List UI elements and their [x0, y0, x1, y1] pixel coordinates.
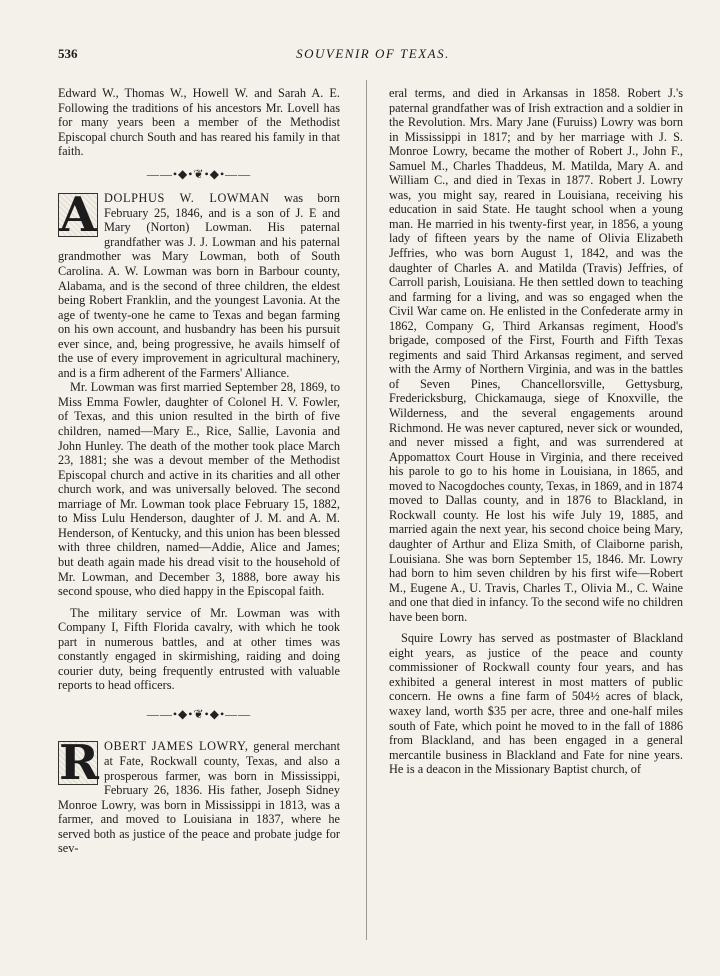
right-column [389, 86, 683, 777]
lowry-paragraph-1 [58, 735, 340, 856]
lowman-paragraph-3: The military service of Mr. Lowman was with Company I, Fifth Florida cavalry, with which he took part in numerous battles, and at other times was constantly engaged in skirmishing, raiding and doing courier duty, being frequently entrusted with valuable reports to head officers. [58, 605, 340, 693]
page-number: 536 [58, 46, 78, 61]
running-title: SOUVENIR OF TEXAS. [296, 46, 450, 61]
dropcap-a: A [59, 187, 97, 244]
section-ornament: ——•◆•❦•◆•—— [146, 706, 252, 721]
page-header [58, 46, 688, 66]
lowry-paragraph-1-text: general merchant at Fate, Rockwall county, Texas, and also a prosperous farmer, was born in Mississippi, February 26, 1836. His father, Joseph Sidney Monroe Lowry, was born in Mississippi in 1813, was a farmer, and moved to Louisiana in 1837, where he served both as justice of the peace and probate judge for sev- [58, 739, 340, 856]
lowry-name: OBERT JAMES LOWRY, [104, 739, 249, 754]
lovell-continuation-paragraph: Edward W., Thomas W., Howell W. and Sarah A. E. Following the traditions of his ancestors Mr. Lovell has for many years been a member of the Methodist Episcopal church South and has reared his family in that faith. [58, 86, 340, 159]
lowry-entry [58, 735, 340, 856]
lowman-paragraph-1 [58, 187, 340, 380]
lowman-paragraph-2: Mr. Lowman was first married September 28, 1869, to Miss Emma Fowler, daughter of Colonel H. V. Fowler, of Texas, and this union resulted in the birth of five children, named—Mary E., Rice, Sallie, Lavonia and John Hunley. The death of the mother took place March 23, 1881; she was a devout member of the Methodist Episcopal church and active in its charities and all other church work, and was universally beloved. The second marriage of Mr. Lowman took place February 15, 1882, to Miss Lulu Henderson, daughter of J. M. and A. M. Henderson, of Kentucky, and this union has been blessed with three children, named—Addie, Alice and James; but death again made his dread visit to the household of Mr. Lowman, and December 3, 1888, bore away his second spouse, who died happy in the Episcopal faith. [58, 380, 340, 599]
lowman-paragraph-1-text: was born February 25, 1846, and is a son of J. E and Mary (Norton) Lowman. His paternal grandfather was J. J. Lowman and his paternal grandmother was Mary Lowman, both of South Carolina. A. W. Lowman was born in Barbour county, Alabama, and is the second of three children, the eldest being Robert Franklin, and the youngest Lavonia. At the age of twenty-one he came to Texas and began farming on his own account, and husbandry has been his pursuit ever since, and, being progressive, he avails himself of the use of every improvement in agricultural machinery, and is a firm adherent of the Farmers' Alliance. [58, 191, 340, 380]
section-ornament: ——•◆•❦•◆•—— [146, 166, 252, 181]
lowman-name: DOLPHUS W. LOWMAN [104, 191, 270, 206]
dropcap-r: R [59, 735, 99, 792]
lowman-entry [58, 187, 340, 693]
left-column [58, 86, 340, 856]
lowry-public-service-paragraph: Squire Lowry has served as postmaster of Blackland eight years, as justice of the peace and county commissioner of Rockwall county four years, and has exhibited a general interest in most matters of public concern. He owns a fine farm of 504½ acres of black, waxey land, worth $35 per acre, three and one-half miles south of Fate, which point he moved to in the fall of 1886 from Blackland, and has been engaged in a general mercantile business in Blackland and Fate for nine years. He is a deacon in the Missionary Baptist church, of [389, 631, 683, 777]
column-divider [366, 80, 367, 940]
lowry-continuation-paragraph: eral terms, and died in Arkansas in 1858. Robert J.'s paternal grandfather was of Irish extraction and a soldier in the Revolution. Mrs. Mary Jane (Furuiss) Lowry was born in Mississippi in 1817; and by her marriage with J. S. Monroe Lowry, became the mother of Robert J., John F., Samuel M., Charles Thaddeus, M. Matilda, Mary A. and William C., and died in Texas in 1877. Robert J. Lowry was, you might say, reared in Louisiana, receiving his education in said State. He taught school when a young man. He married in his twenty-first year, in 1856, a young lady of fifteen years by the name of Olivia Elizabeth Jeffries, who was born August 1, 1842, and was the daughter of Charles A. and Matilda (Travis) Jeffries, of Carroll parish, Louisiana. He then settled down to teaching and farming for a living, and was so engaged when the Civil War came on. He enlisted in the Confederate army in 1862, Company G, Third Arkansas regiment, Hood's brigade, composed of the First, Fourth and Fifth Texas regiments and said Third Arkansas regiment, and served with the Army of Northern Virginia, and was in the battles of Seven Pines, Chancellorsville, Gettysburg, Fredericksburg, Chickamauga, siege of Knoxville, the Wilderness, and the several engagements around Richmond. He was never captured, never sick or wounded, and never missed a fight, and was surrendered at Appomattox Court House in Virginia, and there received his parole to go to his home in Louisiana, in 1865, and moved to Nacogdoches county, Texas, in 1869, and in 1874 moved to Dallas county, and in 1876 to Blackland, in Rockwall county. He lost his wife July 19, 1885, and married again the next year, his second choice being Mary, daughter of Arthur and Eliza Smith, of Claiborne parish, Louisiana. She was born September 15, 1846. Mr. Lowry had born to him seven children by his first wife—Robert M., Eugene A., U. Travis, Charles T., Olivia M., C. Waine and one that died in infancy. To the second wife no children have been born. [389, 86, 683, 624]
